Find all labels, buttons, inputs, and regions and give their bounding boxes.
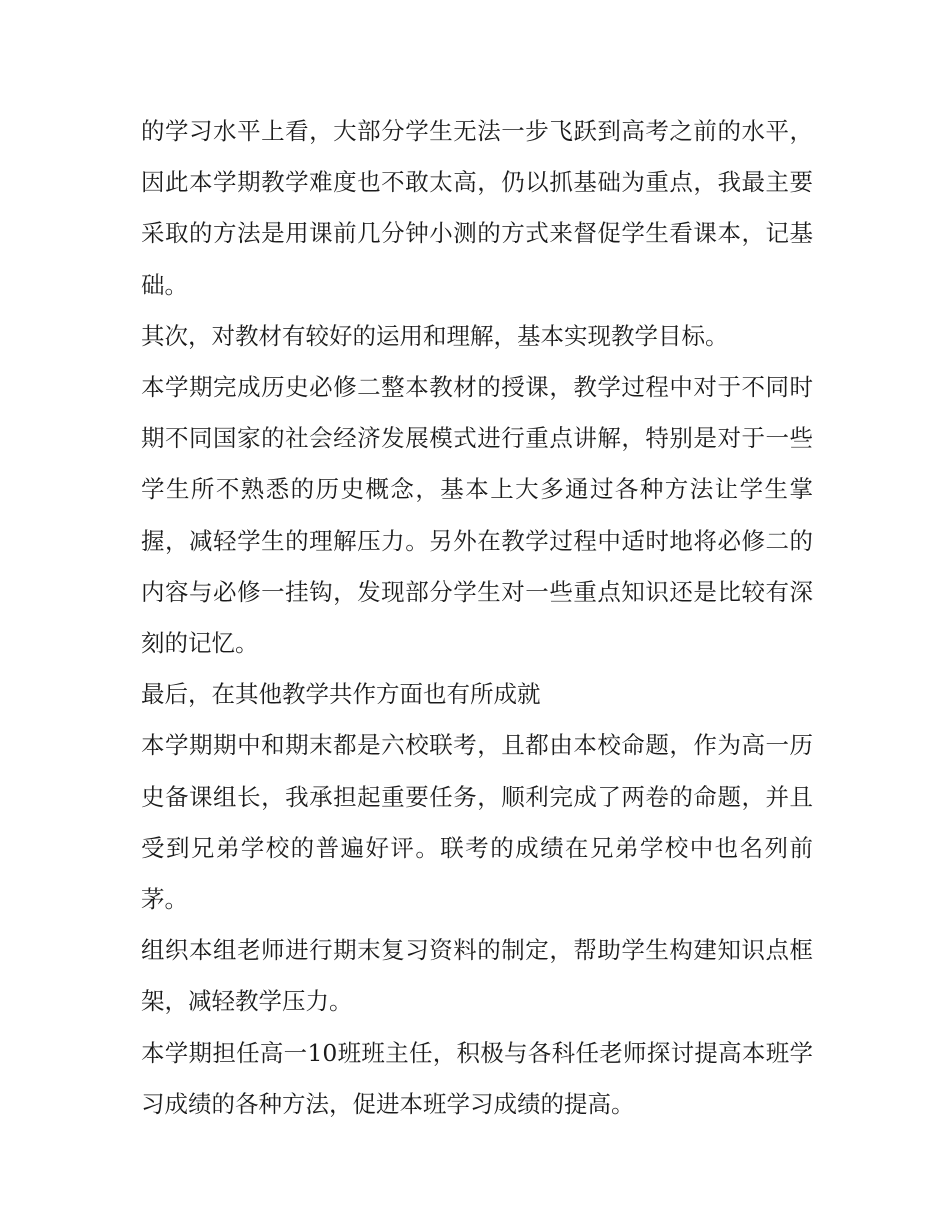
paragraph-4: 最后，在其他教学共作方面也有所成就 bbox=[141, 680, 541, 709]
paragraph-3: 本学期完成历史必修二整本教材的授课，教学过程中对于不同时期不同国家的社会经济发展模式进行重点讲解，特别是对于一些学生所不熟悉的历史概念，基本上大多通过各种方法让学生掌握，减轻学生的理解压力。另外在教学过程中适时地将必修二的内容与必修一挂钩，发现部分学生对一些重点知识还是比较有深刻的记忆。 bbox=[141, 373, 813, 658]
document-body bbox=[141, 106, 813, 1130]
paragraph-5: 本学期期中和期末都是六校联考，且都由本校命题，作为高一历史备课组长，我承担起重要任务，顺利完成了两卷的命题，并且受到兄弟学校的普遍好评。联考的成绩在兄弟学校中也名列前茅。 bbox=[141, 731, 813, 914]
paragraph-1: 的学习水平上看，大部分学生无法一步飞跃到高考之前的水平，因此本学期教学难度也不敢太高，仍以抓基础为重点，我最主要采取的方法是用课前几分钟小测的方式来督促学生看课本，记基础。 bbox=[141, 117, 813, 299]
paragraph-6: 组织本组老师进行期末复习资料的制定，帮助学生构建知识点框架，减轻教学压力。 bbox=[141, 936, 813, 1016]
paragraph-2: 其次，对教材有较好的运用和理解，基本实现教学目标。 bbox=[141, 321, 729, 350]
paragraph-7: 本学期担任高一10班班主任，积极与各科任老师探讨提高本班学习成绩的各种方法，促进本班学习成绩的提高。 bbox=[141, 1038, 813, 1118]
